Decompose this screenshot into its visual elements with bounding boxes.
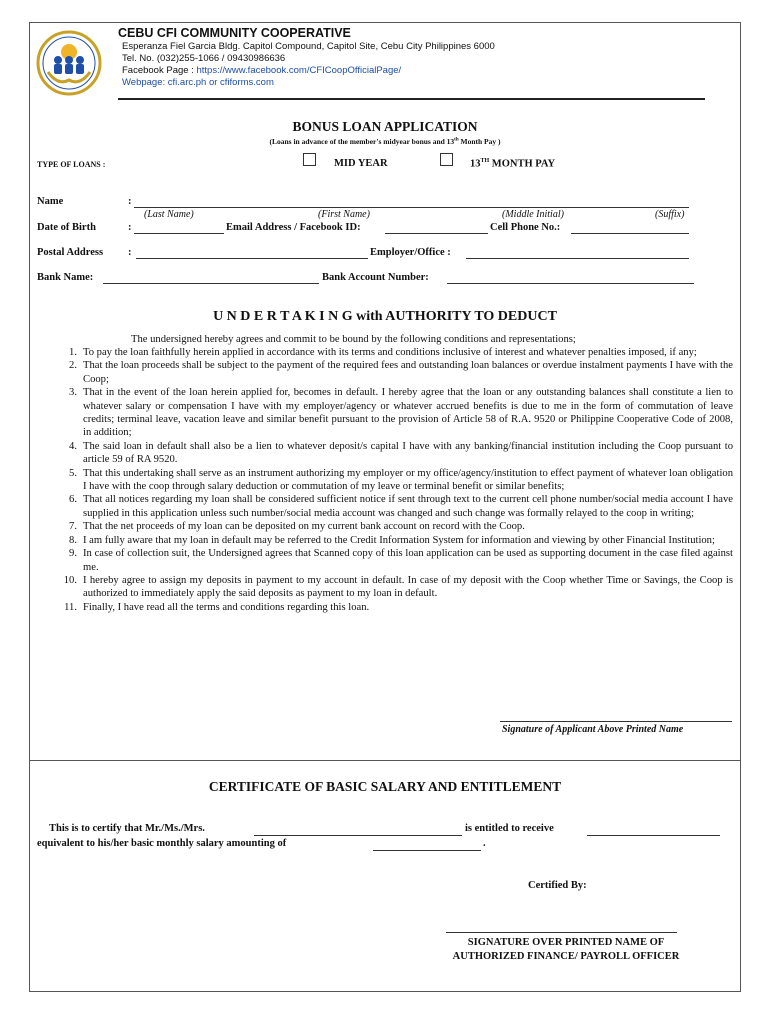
term-text: That in the event of the loan herein applied for, becomes in default. I hereby agree that the loan or any outstanding balances shall constitute a lien to whatever salary or compensation I have with my employer/agency or whatever accrued benefits is due to me in the form of commutation of leave credits; terminal leave, vacation leave and similar benefit pursuant to the provision of Article 58 of R.A. 9520 or Philippine Cooperative Code of 2008, in addition; — [83, 387, 733, 439]
org-facebook — [122, 65, 401, 76]
certify-period: . — [483, 838, 486, 849]
bank-account-field[interactable] — [447, 283, 694, 284]
certificate-title: CERTIFICATE OF BASIC SALARY AND ENTITLEMENT — [208, 779, 562, 794]
term-text: That this undertaking shall serve as an instrument authorizing my employer or my office/agency/institution to effect payment of whatever loan obligation I have with the coop through salary deduction or commutation of my leave or terminal benefit or similar benefits; — [83, 467, 733, 493]
term-item — [55, 520, 733, 533]
term-number: 1. — [69, 347, 77, 358]
term-text: I am fully aware that my loan in default may be referred to the Credit Information System for information and viewing by other Financial Institution; — [83, 534, 715, 546]
org-name: CEBU CFI COMMUNITY COOPERATIVE — [118, 26, 351, 40]
subtitle-sup: th — [454, 137, 459, 143]
facebook-link[interactable]: https://www.facebook.com/CFICoopOfficialPage/ — [196, 65, 402, 76]
subtitle-post: Month Pay ) — [458, 137, 501, 146]
13th-month-label — [470, 158, 555, 170]
term-number: 4. — [69, 440, 77, 452]
term-item — [55, 467, 733, 494]
term-number: 5. — [69, 467, 77, 479]
bank-name-label: Bank Name: — [37, 272, 94, 283]
name-label: Name — [37, 196, 64, 207]
term-item — [55, 574, 733, 601]
dob-field[interactable] — [134, 233, 224, 234]
officer-sig-line1: SIGNATURE OVER PRINTED NAME OF — [467, 937, 665, 948]
coop-logo — [36, 30, 102, 96]
email-field[interactable] — [385, 233, 488, 234]
term-number: 2. — [69, 360, 77, 372]
13th-post: MONTH PAY — [489, 158, 556, 170]
form-title: BONUS LOAN APPLICATION — [292, 119, 478, 134]
org-tel: Tel. No. (032)255-1066 / 09430986636 — [122, 53, 286, 64]
dob-label: Date of Birth — [37, 222, 96, 233]
name-colon: : — [128, 196, 132, 207]
section-divider — [29, 760, 741, 761]
cell-label: Cell Phone No.: — [490, 222, 561, 233]
certify-text-c: equivalent to his/her basic monthly salary amounting of — [37, 838, 287, 849]
term-item — [55, 601, 733, 614]
term-text: Finally, I have read all the terms and conditions regarding this loan. — [83, 601, 370, 613]
term-number: 6. — [69, 494, 77, 506]
undertaking-terms — [55, 346, 733, 614]
postal-label: Postal Address — [37, 247, 104, 258]
term-number: 9. — [69, 548, 77, 560]
term-number: 11. — [64, 601, 77, 613]
employer-label: Employer/Office : — [370, 247, 451, 258]
term-text: That the loan proceeds shall be subject to the payment of the required fees and outstanding loan balances or overdue instalment payments I have with the Coop; — [83, 360, 733, 385]
employer-field[interactable] — [466, 258, 689, 259]
salary-amount-field[interactable] — [373, 850, 481, 851]
term-number: 7. — [69, 521, 77, 533]
term-item — [55, 440, 733, 467]
midyear-checkbox[interactable] — [303, 153, 316, 166]
13th-month-checkbox[interactable] — [440, 153, 453, 166]
officer-signature-line[interactable] — [446, 932, 677, 933]
term-number: 10. — [63, 574, 77, 586]
term-text: That the net proceeds of my loan can be deposited on my current bank account on record with the Coop. — [83, 521, 525, 533]
org-address: Esperanza Fiel Garcia Bldg. Capitol Compound, Capitol Site, Cebu City Philippines 6000 — [122, 41, 495, 52]
dob-colon: : — [128, 222, 132, 233]
term-item — [55, 493, 733, 520]
officer-sig-line2: AUTHORIZED FINANCE/ PAYROLL OFFICER — [452, 951, 680, 962]
middle-initial-caption: (Middle Initial) — [502, 209, 564, 220]
13th-pre: 13 — [470, 158, 481, 170]
header-rule — [118, 98, 705, 100]
term-number: 3. — [69, 387, 77, 399]
term-item — [55, 359, 733, 386]
term-text: To pay the loan faithfully herein applied in accordance with its terms and conditions inclusive of interest and whatever penalties imposed, if any; — [83, 347, 697, 358]
certified-by-label: Certified By: — [528, 880, 587, 891]
postal-colon: : — [128, 247, 132, 258]
term-item — [55, 346, 733, 359]
postal-field[interactable] — [136, 258, 368, 259]
term-item — [55, 534, 733, 547]
name-field[interactable] — [134, 207, 689, 208]
applicant-signature-label: Signature of Applicant Above Printed Name — [502, 724, 684, 735]
entitlement-field[interactable] — [587, 835, 720, 836]
term-item — [55, 386, 733, 440]
term-number: 8. — [69, 534, 77, 546]
certify-text-b: is entitled to receive — [465, 823, 554, 834]
term-text: I hereby agree to assign my deposits in payment to my account in default. In case of my deposit with the Coop whether Time or Savings, the Coop is authorized to immediately apply the said deposits as payment to my loan in default. — [83, 574, 733, 600]
midyear-label: MID YEAR — [334, 158, 388, 169]
13th-sup: TH — [480, 158, 490, 164]
undertaking-title: U N D E R T A K I N G with AUTHORITY TO DEDUCT — [213, 309, 557, 324]
term-item — [55, 547, 733, 574]
first-name-caption: (First Name) — [318, 209, 370, 220]
last-name-caption: (Last Name) — [144, 209, 194, 220]
org-webpage[interactable]: Webpage: cfi.arc.ph or cfiforms.com — [122, 77, 274, 88]
bank-name-field[interactable] — [103, 283, 319, 284]
term-text: In case of collection suit, the Undersigned agrees that Scanned copy of this loan application can be used as supporting document in the case filed against me. — [83, 548, 733, 573]
undertaking-intro: The undersigned hereby agrees and commit to be bound by the following conditions and representations; — [131, 334, 576, 345]
bank-account-label: Bank Account Number: — [322, 272, 429, 283]
cell-field[interactable] — [571, 233, 689, 234]
applicant-signature-line[interactable] — [500, 721, 732, 722]
form-subtitle — [0, 137, 770, 146]
term-text: That all notices regarding my loan shall be considered sufficient notice if sent through text to the current cell phone number/social media account I have supplied in this application unless such number/social media account was changed and such change was formally relayed to the coop in writing; — [83, 494, 733, 519]
facebook-label: Facebook Page : — [122, 65, 197, 76]
employee-name-field[interactable] — [254, 835, 462, 836]
suffix-caption: (Suffix) — [655, 209, 685, 220]
term-text: The said loan in default shall also be a lien to whatever deposit/s capital I have with any banking/financial institution including the Coop pursuant to article 59 of RA 9520. — [83, 440, 733, 466]
certify-text-a: This is to certify that Mr./Ms./Mrs. — [49, 823, 205, 834]
type-of-loans-label: TYPE OF LOANS : — [37, 160, 106, 169]
email-label: Email Address / Facebook ID: — [226, 222, 361, 233]
subtitle-pre: (Loans in advance of the member's midyear bonus and 13 — [269, 137, 455, 146]
